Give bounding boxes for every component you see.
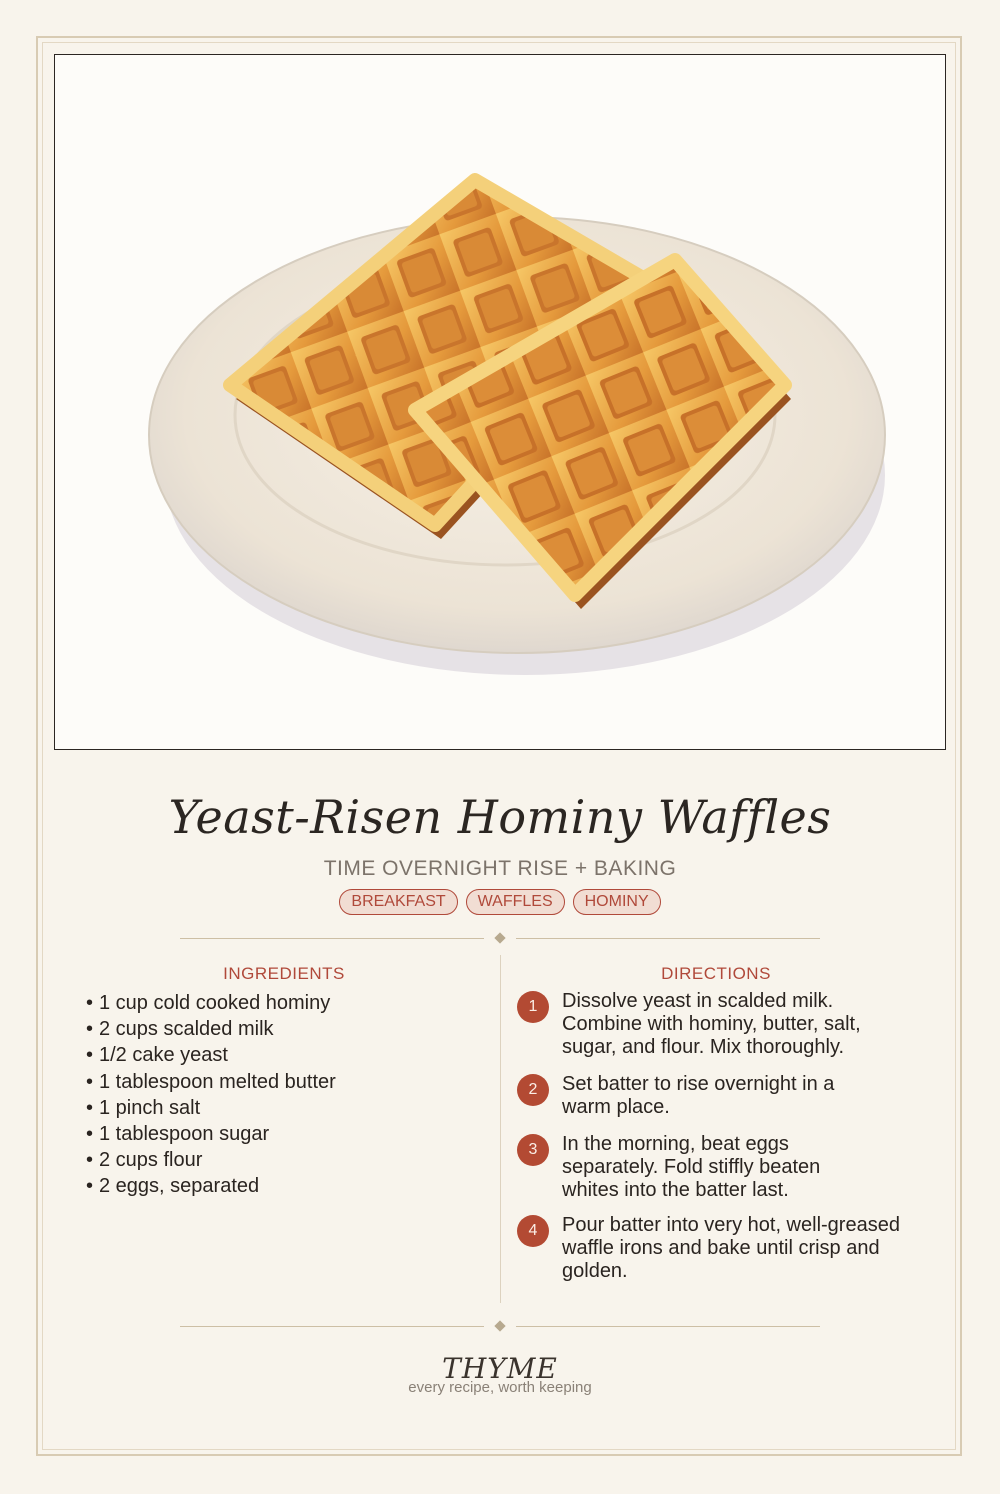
ingredient-list bbox=[86, 990, 336, 1200]
tag-list bbox=[0, 889, 1000, 915]
step-text: Dissolve yeast in scalded milk. Combine with hominy, butter, salt, sugar, and flour. Mix thoroughly. bbox=[562, 990, 861, 1058]
step-text: In the morning, beat eggs separately. Fold stiffly beaten whites into the batter last. bbox=[562, 1133, 821, 1201]
ingredient-item: • 2 cups scalded milk bbox=[86, 1018, 274, 1041]
step-number-badge: 3 bbox=[517, 1134, 549, 1166]
ingredient-item: • 1 tablespoon sugar bbox=[86, 1123, 270, 1146]
step-text: Pour batter into very hot, well-greased waffle irons and bake until crisp and golden. bbox=[562, 1214, 900, 1282]
ingredient-item: • 1 pinch salt bbox=[86, 1096, 201, 1119]
direction-step bbox=[517, 1073, 927, 1119]
tag-breakfast[interactable]: BREAKFAST bbox=[339, 889, 457, 915]
tag-waffles[interactable]: WAFFLES bbox=[466, 889, 565, 915]
direction-list bbox=[517, 990, 927, 1283]
step-text: Set batter to rise overnight in a warm place. bbox=[562, 1073, 835, 1118]
ingredient-item: • 1/2 cake yeast bbox=[86, 1044, 228, 1067]
column-separator bbox=[500, 955, 501, 1303]
ingredient-item: • 2 eggs, separated bbox=[86, 1175, 260, 1198]
recipe-time: TIME OVERNIGHT RISE + BAKING bbox=[323, 857, 677, 880]
ingredient-item: • 1 cup cold cooked hominy bbox=[86, 992, 331, 1014]
direction-step bbox=[517, 1214, 927, 1283]
recipe-title: Yeast-Risen Hominy Waffles bbox=[168, 790, 832, 844]
tag-hominy[interactable]: HOMINY bbox=[573, 889, 661, 915]
ingredients-heading: INGREDIENTS bbox=[223, 964, 345, 983]
direction-step bbox=[517, 1133, 927, 1202]
direction-step bbox=[517, 990, 927, 1059]
step-number-badge: 1 bbox=[517, 991, 549, 1023]
ingredient-item: • 1 tablespoon melted butter bbox=[86, 1070, 336, 1093]
step-number-badge: 2 bbox=[517, 1074, 549, 1106]
waffle-illustration bbox=[54, 54, 946, 750]
directions-heading: DIRECTIONS bbox=[661, 964, 771, 983]
brand-tagline: every recipe, worth keeping bbox=[408, 1379, 592, 1396]
step-number-badge: 4 bbox=[517, 1215, 549, 1247]
brand-name: THYME bbox=[442, 1352, 558, 1385]
ingredient-item: • 2 cups flour bbox=[86, 1149, 203, 1172]
